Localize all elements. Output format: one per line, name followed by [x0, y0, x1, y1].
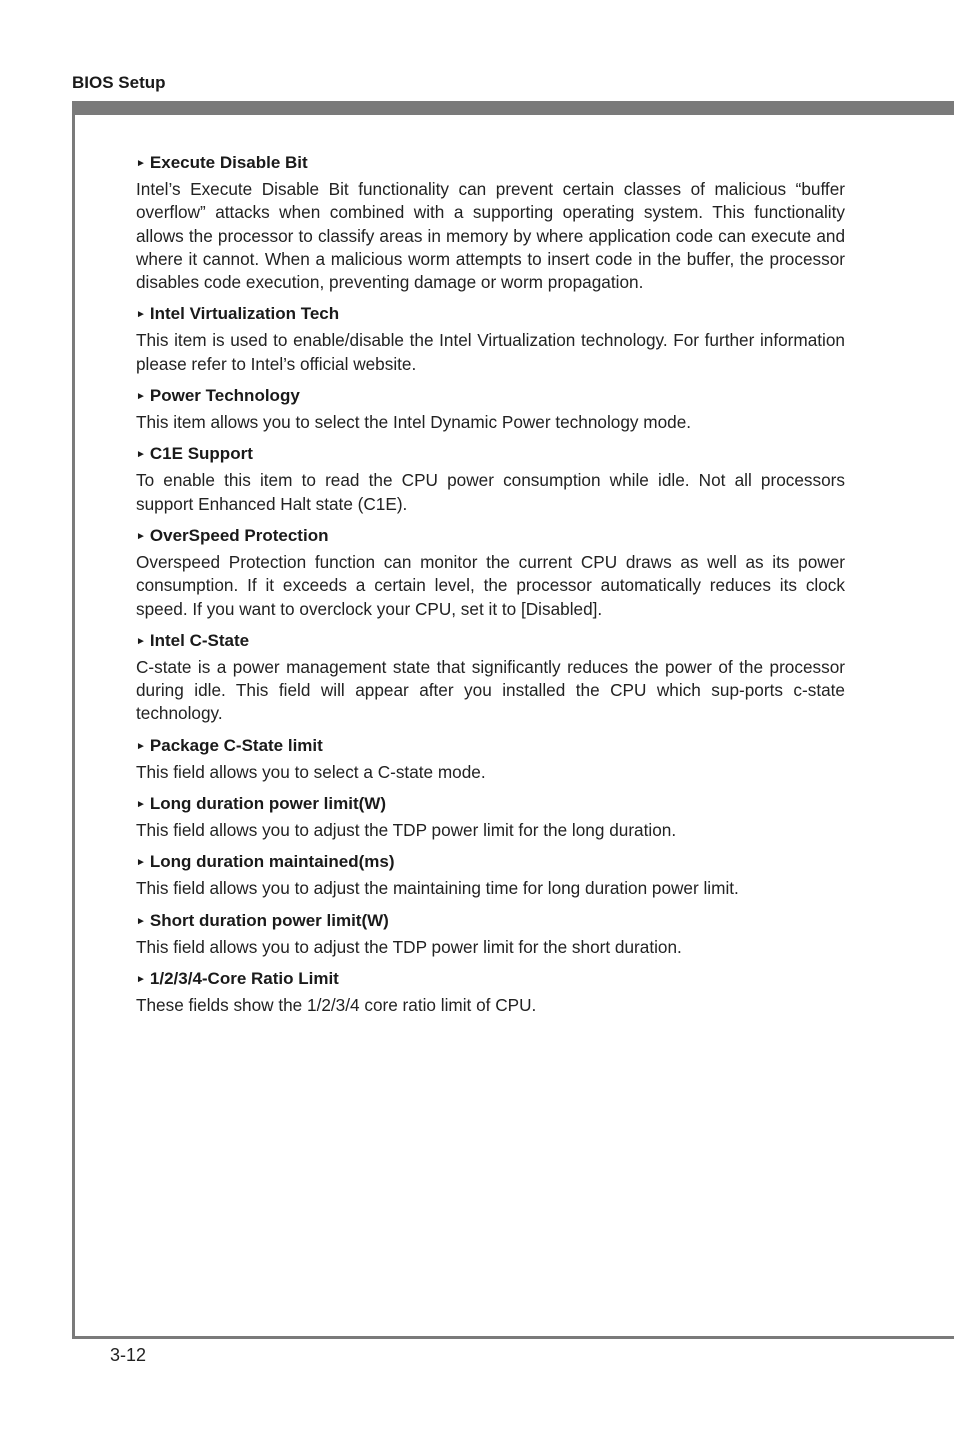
item-title: Long duration power limit(W) — [149, 794, 386, 814]
item-title: 1/2/3/4-Core Ratio Limit — [149, 968, 339, 988]
page-number: 3-12 — [110, 1345, 147, 1365]
item-heading — [136, 735, 845, 758]
item-title: Long duration maintained(ms) — [149, 852, 395, 872]
item-heading — [136, 303, 845, 326]
item-description: This field allows you to adjust the maintaining time for long duration power limit. — [136, 878, 739, 899]
triangle-bullet-icon: ► — [136, 635, 146, 647]
triangle-bullet-icon: ► — [136, 309, 146, 321]
item-description: C-state is a power management state that significantly reduces the power of the processor during idle. This field will appear after you installed the CPU which sup-ports c-state technology. — [136, 656, 845, 724]
item-core-ratio-limit — [136, 968, 845, 1017]
triangle-bullet-icon: ► — [136, 740, 146, 752]
item-short-duration-power-limit — [136, 910, 845, 959]
bottom-rule — [72, 1336, 954, 1339]
item-heading — [136, 443, 845, 466]
running-header: BIOS Setup — [72, 73, 166, 92]
left-margin-rule — [72, 101, 75, 1339]
item-heading — [136, 793, 845, 816]
triangle-bullet-icon: ► — [136, 915, 146, 927]
item-description: This field allows you to adjust the TDP power limit for the short duration. — [136, 936, 682, 957]
item-heading — [136, 630, 845, 653]
item-c1e-support — [136, 443, 845, 516]
item-title: C1E Support — [149, 444, 253, 464]
triangle-bullet-icon: ► — [136, 158, 146, 169]
item-description: To enable this item to read the CPU power consumption while idle. Not all processors support Enhanced Halt state (C1E). — [136, 470, 845, 514]
item-title: Short duration power limit(W) — [149, 910, 389, 930]
triangle-bullet-icon: ► — [136, 391, 146, 403]
item-description: This field allows you to select a C-state mode. — [136, 761, 486, 782]
item-heading — [136, 152, 845, 175]
item-heading — [136, 968, 845, 991]
item-description: This item allows you to select the Intel Dynamic Power technology mode. — [136, 412, 692, 433]
triangle-bullet-icon: ► — [136, 973, 146, 985]
item-long-duration-maintained — [136, 851, 845, 900]
content-area — [136, 152, 845, 1026]
item-package-c-state-limit — [136, 735, 845, 784]
item-title: OverSpeed Protection — [149, 525, 329, 545]
item-description: These fields show the 1/2/3/4 core ratio limit of CPU. — [136, 994, 537, 1015]
item-heading — [136, 385, 845, 408]
item-description: This item is used to enable/disable the Intel Virtualization technology. For further information please refer to Intel’s official website. — [136, 330, 845, 374]
item-power-technology — [136, 385, 845, 434]
item-intel-virtualization-tech — [136, 303, 845, 376]
item-intel-c-state — [136, 630, 845, 726]
item-title: Intel C-State — [149, 630, 250, 650]
header-bar — [72, 101, 954, 115]
item-title: Intel Virtualization Tech — [149, 304, 340, 324]
triangle-bullet-icon: ► — [136, 530, 146, 542]
triangle-bullet-icon: ► — [136, 799, 146, 811]
item-description: This field allows you to adjust the TDP power limit for the long duration. — [136, 820, 677, 841]
item-long-duration-power-limit — [136, 793, 845, 842]
triangle-bullet-icon: ► — [136, 449, 146, 461]
item-heading — [136, 525, 845, 548]
triangle-bullet-icon: ► — [136, 857, 146, 869]
item-description: Overspeed Protection function can monitor the current CPU draws as well as its power consumption. If it exceeds a certain level, the processor automatically reduces its clock speed. If you want to overclock your CPU, set it to [Disabled]. — [136, 551, 845, 619]
item-title: Package C-State limit — [149, 735, 323, 755]
item-title: Execute Disable Bit — [149, 153, 308, 172]
item-description: Intel’s Execute Disable Bit functionality can prevent certain classes of malicious “buffer overflow” attacks when combined with a supporting operating system. This functionality allows the processor to classify areas in memory by where application code can execute and where it cannot. When a malicious worm attempts to insert code in the buffer, the processor disables code execution, preventing damage or worm propagation. — [136, 179, 845, 293]
item-title: Power Technology — [149, 386, 300, 406]
item-overspeed-protection — [136, 525, 845, 621]
item-execute-disable-bit — [136, 152, 845, 294]
item-heading — [136, 910, 845, 933]
item-heading — [136, 851, 845, 874]
